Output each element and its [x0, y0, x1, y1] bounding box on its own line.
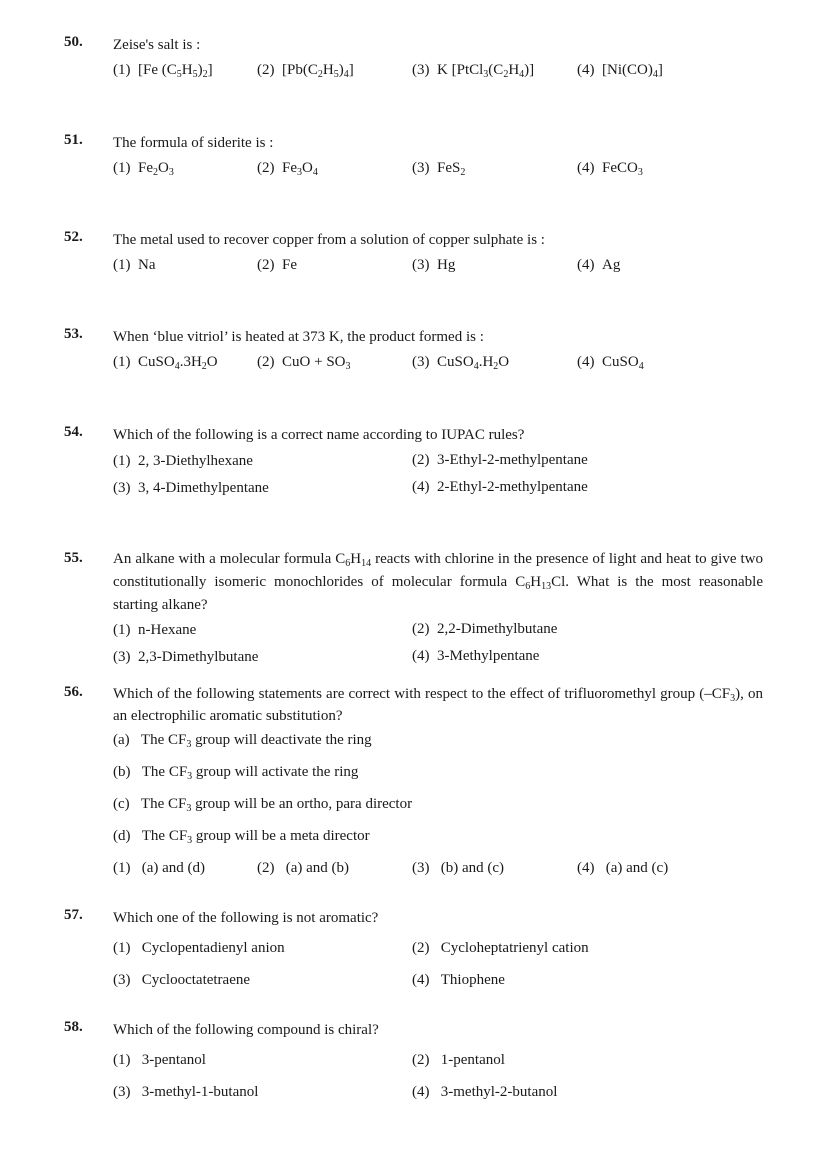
- option-1: (1) (a) and (d): [113, 860, 206, 876]
- option-text: (a) and (c): [605, 860, 669, 876]
- option-text: CuSO$_4$: [602, 354, 644, 372]
- option-text: Na: [138, 257, 156, 273]
- option-text: $CuSO_4.H_2O$: [437, 354, 510, 372]
- option-3: (3) (b) and (c): [412, 860, 505, 876]
- statement-text: The $CF_3$ group will activate the ring: [141, 764, 359, 782]
- option-4: (4) CuSO$_4$: [577, 354, 644, 372]
- option-text: 3-Methylpentane: [437, 648, 540, 664]
- option-1: (1) 3-pentanol: [113, 1052, 206, 1068]
- question-stem: The metal used to recover copper from a solution of copper sulphate is :: [113, 232, 545, 248]
- question-stem: Which of the following is a correct name according to IUPAC rules?: [113, 427, 525, 443]
- option-3: (3) FeS$_2$: [412, 160, 466, 178]
- statement-b: (b) The $CF_3$ group will activate the ring: [113, 764, 359, 782]
- option-2: (2) (a) and (b): [257, 860, 350, 876]
- option-text: Cyclooctatetraene: [141, 972, 251, 988]
- question-number: 54.: [64, 424, 83, 440]
- option-text: $Fe_3O_4$: [282, 160, 318, 178]
- option-1: (1) Na: [113, 257, 156, 273]
- option-1: (1) [Fe $(C_5H_5)_2$]: [113, 62, 213, 80]
- question-number: 55.: [64, 550, 83, 566]
- option-text: 2, 3-Diethylhexane: [138, 453, 253, 469]
- option-text: 2,3-Dimethylbutane: [138, 649, 259, 665]
- statement-text: The $CF_3$ group will deactivate the ring: [140, 732, 372, 750]
- option-text: 1-pentanol: [440, 1052, 505, 1068]
- option-3: (3) $CuSO_4.H_2O$: [412, 354, 510, 372]
- option-3: (3) 2,3-Dimethylbutane: [113, 649, 259, 665]
- option-text: $CuSO_4.3H_2O$: [138, 354, 218, 372]
- question-stem: Zeise's salt is :: [113, 37, 201, 53]
- question-stem: When ‘blue vitriol’ is heated at 373 K, the product formed is :: [113, 329, 484, 345]
- question-stem: Which one of the following is not aromatic?: [113, 910, 379, 926]
- option-text: [Fe $(C_5H_5)_2$]: [138, 62, 213, 80]
- option-text: 3-methyl-2-butanol: [440, 1084, 558, 1100]
- question-number: 57.: [64, 907, 83, 923]
- option-2: (2) 3-Ethyl-2-methylpentane: [412, 452, 588, 468]
- option-4: (4) FeCO$_3$: [577, 160, 643, 178]
- option-text: 3-pentanol: [141, 1052, 206, 1068]
- option-text: CuO + $SO_3$: [282, 354, 351, 372]
- option-3: (3) Cyclooctatetraene: [113, 972, 251, 988]
- option-4: (4) Thiophene: [412, 972, 505, 988]
- option-text: (b) and (c): [440, 860, 505, 876]
- option-1: (1) n-Hexane: [113, 622, 197, 638]
- question-number: 58.: [64, 1019, 83, 1035]
- option-text: 2-Ethyl-2-methylpentane: [437, 479, 588, 495]
- question-stem: An alkane with a molecular formula $C_6H_{14}$ reacts with chlorine in the presence of light and heat to give two constitutionally isomeric monochlorides of molecular formula $C_6H_{13}Cl$. What is the most reasonable starting alkane?: [113, 551, 763, 613]
- option-text: 3, 4-Dimethylpentane: [138, 480, 269, 496]
- option-4: (4) 3-methyl-2-butanol: [412, 1084, 558, 1100]
- statement-text: The $CF_3$ group will be a meta director: [141, 828, 370, 846]
- option-text: 2,2-Dimethylbutane: [437, 621, 558, 637]
- option-4: (4) 3-Methylpentane: [412, 648, 540, 664]
- option-2: (2) $[Pb(C_2H_5)_4]$: [257, 62, 354, 80]
- statement-text: The $CF_3$ group will be an ortho, para director: [140, 796, 413, 814]
- option-text: Cyclopentadienyl anion: [141, 940, 285, 956]
- option-text: $[Ni(CO)_4]$: [602, 62, 663, 80]
- option-2: (2) 2,2-Dimethylbutane: [412, 621, 558, 637]
- option-text: Ag: [602, 257, 621, 273]
- option-1: (1) $CuSO_4.3H_2O$: [113, 354, 218, 372]
- option-2: (2) 1-pentanol: [412, 1052, 505, 1068]
- option-text: (a) and (b): [285, 860, 350, 876]
- option-3: (3) 3-methyl-1-butanol: [113, 1084, 259, 1100]
- option-2: (2) CuO + $SO_3$: [257, 354, 351, 372]
- option-text: (a) and (d): [141, 860, 206, 876]
- option-3: (3) 3, 4-Dimethylpentane: [113, 480, 269, 496]
- option-3: (3) Hg: [412, 257, 456, 273]
- question-number: 50.: [64, 34, 83, 50]
- option-text: 3-Ethyl-2-methylpentane: [437, 452, 588, 468]
- statement-a: (a) The $CF_3$ group will deactivate the ring: [113, 732, 372, 750]
- question-stem: The formula of siderite is :: [113, 135, 274, 151]
- option-4: (4) Ag: [577, 257, 621, 273]
- option-text: $Fe_2O_3$: [138, 160, 174, 178]
- option-2: (2) Fe: [257, 257, 297, 273]
- option-text: Fe: [282, 257, 297, 273]
- option-4: (4) (a) and (c): [577, 860, 669, 876]
- option-1: (1) $Fe_2O_3$: [113, 160, 174, 178]
- question-number: 51.: [64, 132, 83, 148]
- option-1: (1) 2, 3-Diethylhexane: [113, 453, 253, 469]
- option-text: FeS$_2$: [437, 160, 466, 178]
- option-4: (4) $[Ni(CO)_4]$: [577, 62, 663, 80]
- option-text: FeCO$_3$: [602, 160, 643, 178]
- statement-c: (c) The $CF_3$ group will be an ortho, para director: [113, 796, 413, 814]
- option-2: (2) Cycloheptatrienyl cation: [412, 940, 589, 956]
- option-3: (3) K $[PtCl_3(C_2H_4)]$: [412, 62, 535, 80]
- question-stem: Which of the following statements are correct with respect to the effect of trifluoromethyl group $(-CF_3)$, on an electrophilic aromatic substitution?: [113, 686, 763, 724]
- option-text: $[Pb(C_2H_5)_4]$: [282, 62, 354, 80]
- question-stem: Which of the following compound is chiral?: [113, 1022, 379, 1038]
- option-text: Cycloheptatrienyl cation: [440, 940, 589, 956]
- option-2: (2) $Fe_3O_4$: [257, 160, 318, 178]
- option-text: 3-methyl-1-butanol: [141, 1084, 259, 1100]
- question-number: 56.: [64, 684, 83, 700]
- question-number: 52.: [64, 229, 83, 245]
- option-text: n-Hexane: [138, 622, 197, 638]
- statement-d: (d) The $CF_3$ group will be a meta director: [113, 828, 370, 846]
- question-number: 53.: [64, 326, 83, 342]
- option-1: (1) Cyclopentadienyl anion: [113, 940, 285, 956]
- option-text: K $[PtCl_3(C_2H_4)]$: [437, 62, 535, 80]
- option-text: Hg: [437, 257, 456, 273]
- option-4: (4) 2-Ethyl-2-methylpentane: [412, 479, 588, 495]
- option-text: Thiophene: [440, 972, 505, 988]
